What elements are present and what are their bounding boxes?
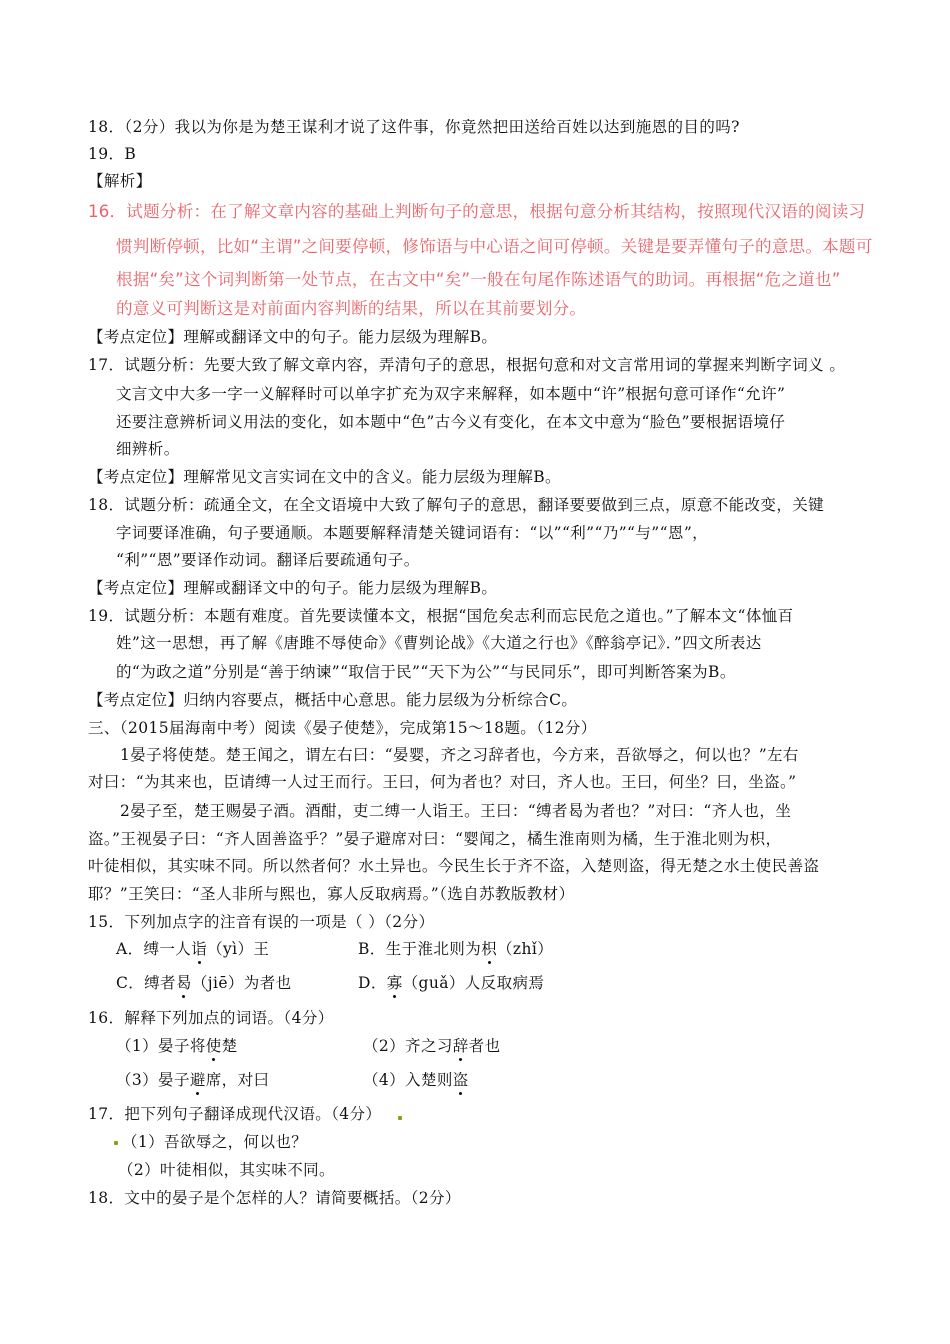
analysis-19-line-1: 19．试题分析：本题有难度。首先要读懂本文，根据“国危矣志利而忘民危之道也。”了解本文“体恤百: [88, 607, 794, 625]
q16-item-3: （3）晏子避席，对曰: [116, 1071, 270, 1089]
analysis-17-line-4: 细辨析。: [116, 440, 180, 458]
analysis-18-line-3: “利”“恩”要译作动词。翻译后要疏通句子。: [116, 551, 420, 569]
q15-option-a: A．缚一人诣（yì）王: [116, 940, 270, 958]
kaodian-16: 【考点定位】理解或翻译文中的句子。能力层级为理解B。: [88, 328, 498, 346]
green-mark: [398, 1116, 402, 1120]
q15-option-d: D．寡（guǎ）人反取病焉: [358, 974, 545, 992]
answer-18: 18．（2分）我以为你是为楚王谋利才说了这件事，你竟然把田送给百姓以达到施恩的目的吗?: [88, 118, 740, 136]
question-16: 16．解释下列加点的词语。（4分）: [88, 1009, 334, 1027]
question-18: 18．文中的晏子是个怎样的人？请简要概括。（2分）: [88, 1189, 461, 1207]
q16-item-1: （1）晏子将使楚: [116, 1037, 238, 1055]
passage-p2-line-3: 叶徒相似，其实味不同。所以然者何？水土异也。今民生长于齐不盗，入楚则盗，得无楚之水土使民善盗: [88, 857, 820, 875]
q15-option-c: C．缚者曷（jiē）为者也: [116, 974, 292, 992]
analysis-17-line-2: 文言文中大多一字一义解释时可以单字扩充为双字来解释，如本题中“许”根据句意可译作“允许”: [116, 385, 786, 403]
question-17: 17．把下列句子翻译成现代汉语。（4分）: [88, 1105, 382, 1123]
passage-p1-line-1: 1晏子将使楚。楚王闻之，谓左右曰：“晏婴，齐之习辞者也，今方来，吾欲辱之，何以也？”左右: [120, 746, 799, 764]
kaodian-17: 【考点定位】理解常见文言实词在文中的含义。能力层级为理解B。: [88, 468, 561, 486]
green-mark: [114, 1141, 118, 1145]
analysis-16-line-2: 惯判断停顿，比如“主谓”之间要停顿，修饰语与中心语之间可停顿。关键是要弄懂句子的意思。本题可: [116, 237, 873, 256]
passage-p2-line-2: 盗。”王视晏子曰：“齐人固善盗乎？”晏子避席对曰：“婴闻之，橘生淮南则为橘，生于淮北则为枳，: [88, 830, 782, 848]
answer-19: 19．B: [88, 145, 137, 163]
q17-item-2: （2）叶徒相似，其实味不同。: [118, 1161, 335, 1179]
q15-option-b: B．生于淮北则为枳（zhǐ）: [358, 940, 554, 958]
analysis-heading: 【解析】: [88, 172, 152, 190]
kaodian-19: 【考点定位】归纳内容要点，概括中心意思。能力层级为分析综合C。: [88, 691, 578, 709]
section-three-heading: 三、（2015届海南中考）阅读《晏子使楚》，完成第15～18题。（12分）: [88, 719, 597, 737]
passage-p1-line-2: 对曰：“为其来也，臣请缚一人过王而行。王曰，何为者也？对曰，齐人也。王曰，何坐？曰，坐盗。”: [88, 773, 797, 791]
q16-item-4: （4）入楚则盗: [363, 1071, 469, 1089]
analysis-18-line-1: 18．试题分析：疏通全文，在全文语境中大致了解句子的意思，翻译要要做到三点，原意不能改变，关键: [88, 496, 825, 514]
analysis-19-line-3: 的“为政之道”分别是“善于纳谏”“取信于民”“天下为公”“与民同乐”，即可判断答案为B。: [116, 663, 736, 681]
question-15: 15．下列加点字的注音有误的一项是（ ）（2分）: [88, 913, 435, 931]
q17-item-1: （1）吾欲辱之，何以也？: [122, 1133, 308, 1151]
analysis-18-line-2: 字词要译准确，句子要通顺。本题要解释清楚关键词语有：“以”“利”“乃”“与”“恩”，: [116, 524, 709, 542]
q16-item-2: （2）齐之习辞者也: [363, 1037, 501, 1055]
analysis-16-line-4: 的意义可判断这是对前面内容判断的结果，所以在其前要划分。: [116, 299, 587, 318]
analysis-19-line-2: 姓”这一思想，再了解《唐雎不辱使命》《曹刿论战》《大道之行也》《醉翁亭记》．”四文所表达: [116, 634, 762, 652]
kaodian-18: 【考点定位】理解或翻译文中的句子。能力层级为理解B。: [88, 579, 498, 597]
analysis-17-line-1: 17．试题分析：先要大致了解文章内容，弄清句子的意思，根据句意和对文言常用词的掌握来判断字词义 。: [88, 356, 846, 374]
passage-p2-line-1: 2晏子至，楚王赐晏子酒。酒酣，吏二缚一人诣王。王曰：“缚者曷为者也？”对曰：“齐人也，坐: [120, 802, 792, 820]
passage-p2-line-4: 耶？”王笑曰：“圣人非所与熙也，寡人反取病焉。”（选自苏教版教材）: [88, 885, 575, 903]
analysis-16-line-3: 根据“矣”这个词判断第一处节点，在古文中“矣”一般在句尾作陈述语气的助词。再根据“危之道也”: [116, 270, 841, 289]
analysis-17-line-3: 还要注意辨析词义用法的变化，如本题中“色”古今义有变化，在本文中意为“脸色”要根据语境仔: [116, 413, 786, 431]
analysis-16-line-1: 16．试题分析：在了解文章内容的基础上判断句子的意思，根据句意分析其结构，按照现代汉语的阅读习: [88, 202, 866, 221]
